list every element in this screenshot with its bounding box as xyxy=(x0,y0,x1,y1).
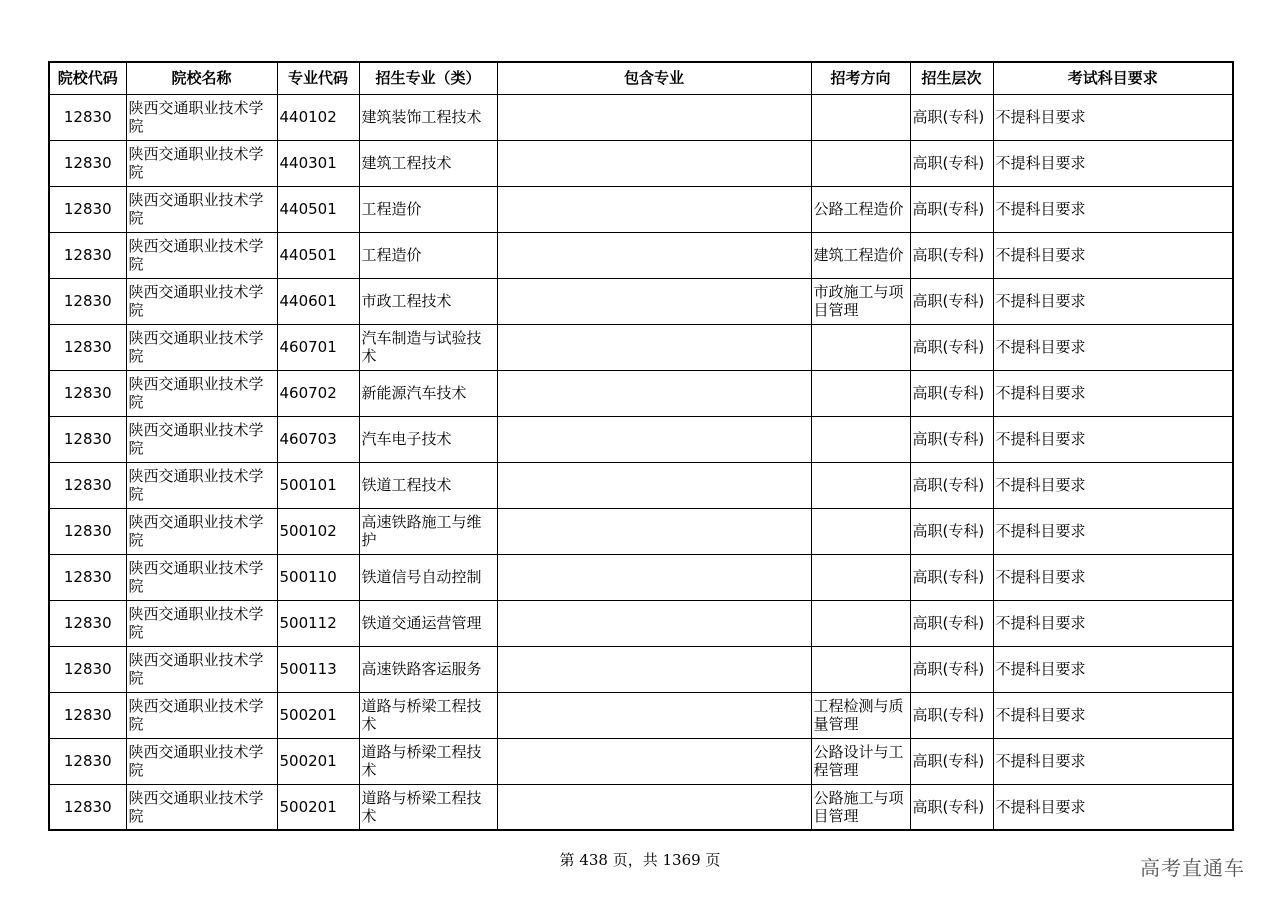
major-code-cell: 500201 xyxy=(277,738,359,784)
table-row xyxy=(49,94,1233,140)
level-cell: 高职(专科) xyxy=(910,232,993,278)
table-row xyxy=(49,738,1233,784)
included-majors-cell xyxy=(497,462,811,508)
major-cell: 道路与桥梁工程技术 xyxy=(359,784,497,830)
major-code-cell: 500102 xyxy=(277,508,359,554)
level-cell: 高职(专科) xyxy=(910,462,993,508)
major-cell: 高速铁路施工与维护 xyxy=(359,508,497,554)
school-name-cell: 陕西交通职业技术学院 xyxy=(126,278,277,324)
school-name-cell: 陕西交通职业技术学院 xyxy=(126,462,277,508)
subject-requirement-cell: 不提科目要求 xyxy=(993,370,1233,416)
col-header-major-code: 专业代码 xyxy=(277,62,359,94)
col-header-major: 招生专业（类） xyxy=(359,62,497,94)
school-code-cell: 12830 xyxy=(49,738,126,784)
major-cell: 铁道信号自动控制 xyxy=(359,554,497,600)
admission-table xyxy=(48,61,1234,831)
major-code-cell: 440301 xyxy=(277,140,359,186)
school-name-cell: 陕西交通职业技术学院 xyxy=(126,508,277,554)
major-cell: 高速铁路客运服务 xyxy=(359,646,497,692)
major-code-cell: 500101 xyxy=(277,462,359,508)
level-cell: 高职(专科) xyxy=(910,140,993,186)
page-number: 第 438 页，共 1369 页 xyxy=(559,851,721,869)
subject-requirement-cell: 不提科目要求 xyxy=(993,186,1233,232)
school-code-cell: 12830 xyxy=(49,646,126,692)
subject-requirement-cell: 不提科目要求 xyxy=(993,784,1233,830)
level-cell: 高职(专科) xyxy=(910,692,993,738)
table-row xyxy=(49,600,1233,646)
table-row xyxy=(49,508,1233,554)
level-cell: 高职(专科) xyxy=(910,738,993,784)
school-name-cell: 陕西交通职业技术学院 xyxy=(126,416,277,462)
school-code-cell: 12830 xyxy=(49,140,126,186)
major-code-cell: 440102 xyxy=(277,94,359,140)
direction-cell xyxy=(811,416,910,462)
table-row xyxy=(49,370,1233,416)
direction-cell xyxy=(811,140,910,186)
table-row xyxy=(49,324,1233,370)
school-code-cell: 12830 xyxy=(49,692,126,738)
major-cell: 工程造价 xyxy=(359,232,497,278)
header-row xyxy=(49,62,1233,94)
level-cell: 高职(专科) xyxy=(910,508,993,554)
table-row xyxy=(49,554,1233,600)
direction-cell xyxy=(811,508,910,554)
direction-cell xyxy=(811,554,910,600)
included-majors-cell xyxy=(497,554,811,600)
school-name-cell: 陕西交通职业技术学院 xyxy=(126,324,277,370)
school-code-cell: 12830 xyxy=(49,784,126,830)
subject-requirement-cell: 不提科目要求 xyxy=(993,324,1233,370)
major-code-cell: 440501 xyxy=(277,232,359,278)
table-row xyxy=(49,692,1233,738)
direction-cell xyxy=(811,370,910,416)
subject-requirement-cell: 不提科目要求 xyxy=(993,738,1233,784)
subject-requirement-cell: 不提科目要求 xyxy=(993,462,1233,508)
direction-cell xyxy=(811,94,910,140)
included-majors-cell xyxy=(497,370,811,416)
school-name-cell: 陕西交通职业技术学院 xyxy=(126,370,277,416)
major-code-cell: 460701 xyxy=(277,324,359,370)
included-majors-cell xyxy=(497,784,811,830)
major-cell: 汽车制造与试验技术 xyxy=(359,324,497,370)
major-code-cell: 500113 xyxy=(277,646,359,692)
level-cell: 高职(专科) xyxy=(910,646,993,692)
col-header-level: 招生层次 xyxy=(910,62,993,94)
school-code-cell: 12830 xyxy=(49,278,126,324)
major-code-cell: 460703 xyxy=(277,416,359,462)
school-code-cell: 12830 xyxy=(49,508,126,554)
table-row xyxy=(49,416,1233,462)
subject-requirement-cell: 不提科目要求 xyxy=(993,646,1233,692)
table-row xyxy=(49,784,1233,830)
subject-requirement-cell: 不提科目要求 xyxy=(993,508,1233,554)
major-code-cell: 460702 xyxy=(277,370,359,416)
school-code-cell: 12830 xyxy=(49,462,126,508)
included-majors-cell xyxy=(497,416,811,462)
direction-cell: 公路施工与项目管理 xyxy=(811,784,910,830)
direction-cell xyxy=(811,462,910,508)
included-majors-cell xyxy=(497,232,811,278)
major-cell: 建筑装饰工程技术 xyxy=(359,94,497,140)
included-majors-cell xyxy=(497,508,811,554)
direction-cell xyxy=(811,324,910,370)
major-cell: 道路与桥梁工程技术 xyxy=(359,738,497,784)
level-cell: 高职(专科) xyxy=(910,554,993,600)
major-cell: 市政工程技术 xyxy=(359,278,497,324)
school-name-cell: 陕西交通职业技术学院 xyxy=(126,600,277,646)
school-code-cell: 12830 xyxy=(49,416,126,462)
level-cell: 高职(专科) xyxy=(910,416,993,462)
school-name-cell: 陕西交通职业技术学院 xyxy=(126,692,277,738)
school-code-cell: 12830 xyxy=(49,600,126,646)
school-code-cell: 12830 xyxy=(49,324,126,370)
school-name-cell: 陕西交通职业技术学院 xyxy=(126,186,277,232)
included-majors-cell xyxy=(497,94,811,140)
included-majors-cell xyxy=(497,186,811,232)
major-cell: 汽车电子技术 xyxy=(359,416,497,462)
col-header-school-code: 院校代码 xyxy=(49,62,126,94)
direction-cell: 工程检测与质量管理 xyxy=(811,692,910,738)
col-header-subject-requirement: 考试科目要求 xyxy=(993,62,1233,94)
major-code-cell: 440601 xyxy=(277,278,359,324)
level-cell: 高职(专科) xyxy=(910,370,993,416)
table-row xyxy=(49,278,1233,324)
col-header-school-name: 院校名称 xyxy=(126,62,277,94)
col-header-direction: 招考方向 xyxy=(811,62,910,94)
school-code-cell: 12830 xyxy=(49,554,126,600)
included-majors-cell xyxy=(497,692,811,738)
included-majors-cell xyxy=(497,600,811,646)
school-code-cell: 12830 xyxy=(49,94,126,140)
table-row xyxy=(49,462,1233,508)
direction-cell xyxy=(811,646,910,692)
school-name-cell: 陕西交通职业技术学院 xyxy=(126,784,277,830)
major-cell: 新能源汽车技术 xyxy=(359,370,497,416)
included-majors-cell xyxy=(497,738,811,784)
major-code-cell: 500201 xyxy=(277,692,359,738)
direction-cell: 公路工程造价 xyxy=(811,186,910,232)
subject-requirement-cell: 不提科目要求 xyxy=(993,278,1233,324)
subject-requirement-cell: 不提科目要求 xyxy=(993,416,1233,462)
level-cell: 高职(专科) xyxy=(910,784,993,830)
major-code-cell: 500112 xyxy=(277,600,359,646)
school-name-cell: 陕西交通职业技术学院 xyxy=(126,646,277,692)
major-code-cell: 440501 xyxy=(277,186,359,232)
subject-requirement-cell: 不提科目要求 xyxy=(993,554,1233,600)
table-row xyxy=(49,232,1233,278)
level-cell: 高职(专科) xyxy=(910,186,993,232)
direction-cell: 建筑工程造价 xyxy=(811,232,910,278)
table-row xyxy=(49,186,1233,232)
level-cell: 高职(专科) xyxy=(910,600,993,646)
included-majors-cell xyxy=(497,324,811,370)
school-name-cell: 陕西交通职业技术学院 xyxy=(126,232,277,278)
school-code-cell: 12830 xyxy=(49,232,126,278)
table-row xyxy=(49,646,1233,692)
subject-requirement-cell: 不提科目要求 xyxy=(993,692,1233,738)
subject-requirement-cell: 不提科目要求 xyxy=(993,94,1233,140)
watermark-logo: 高考直通车 xyxy=(1140,856,1245,880)
level-cell: 高职(专科) xyxy=(910,278,993,324)
subject-requirement-cell: 不提科目要求 xyxy=(993,232,1233,278)
school-name-cell: 陕西交通职业技术学院 xyxy=(126,94,277,140)
school-name-cell: 陕西交通职业技术学院 xyxy=(126,140,277,186)
school-name-cell: 陕西交通职业技术学院 xyxy=(126,738,277,784)
school-code-cell: 12830 xyxy=(49,186,126,232)
major-cell: 建筑工程技术 xyxy=(359,140,497,186)
subject-requirement-cell: 不提科目要求 xyxy=(993,600,1233,646)
subject-requirement-cell: 不提科目要求 xyxy=(993,140,1233,186)
major-code-cell: 500110 xyxy=(277,554,359,600)
included-majors-cell xyxy=(497,140,811,186)
level-cell: 高职(专科) xyxy=(910,94,993,140)
col-header-included-majors: 包含专业 xyxy=(497,62,811,94)
direction-cell xyxy=(811,600,910,646)
included-majors-cell xyxy=(497,278,811,324)
major-cell: 工程造价 xyxy=(359,186,497,232)
school-code-cell: 12830 xyxy=(49,370,126,416)
included-majors-cell xyxy=(497,646,811,692)
major-cell: 铁道交通运营管理 xyxy=(359,600,497,646)
major-cell: 铁道工程技术 xyxy=(359,462,497,508)
level-cell: 高职(专科) xyxy=(910,324,993,370)
table-row xyxy=(49,140,1233,186)
major-cell: 道路与桥梁工程技术 xyxy=(359,692,497,738)
direction-cell: 公路设计与工程管理 xyxy=(811,738,910,784)
major-code-cell: 500201 xyxy=(277,784,359,830)
direction-cell: 市政施工与项目管理 xyxy=(811,278,910,324)
school-name-cell: 陕西交通职业技术学院 xyxy=(126,554,277,600)
